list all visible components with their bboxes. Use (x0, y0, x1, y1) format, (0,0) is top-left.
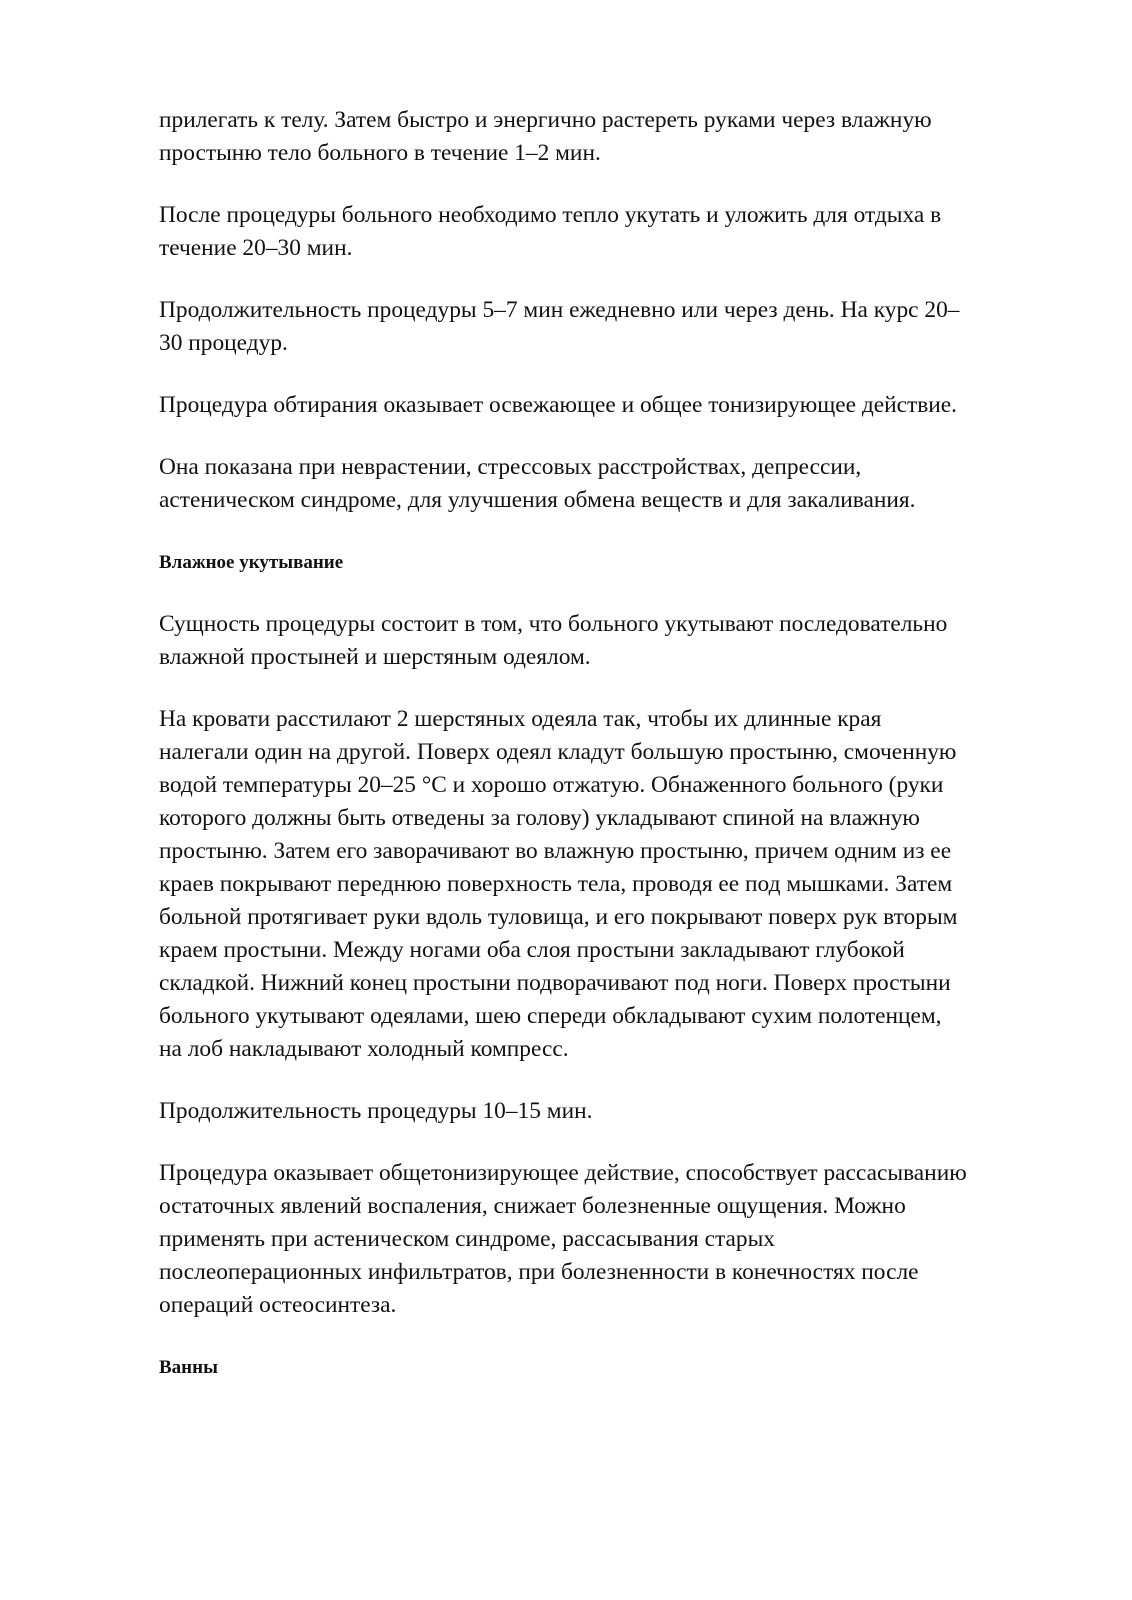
document-body (159, 104, 1039, 1413)
paragraph-line: Сущность процедуры состоит в том, что больного укутывают последовательно (159, 611, 948, 637)
paragraph (159, 104, 1039, 170)
paragraph-line: краем простыни. Между ногами оба слоя простыни закладывают глубокой (159, 937, 905, 963)
paragraph-line: остаточных явлений воспаления, снижает болезненные ощущения. Можно (159, 1193, 906, 1219)
paragraph-line: послеоперационных инфильтратов, при болезненности в конечностях после (159, 1259, 919, 1285)
paragraph-line: налегали один на другой. Поверх одеял кладут большую простыню, смоченную (159, 739, 957, 765)
paragraph-line: прилегать к телу. Затем быстро и энергично растереть руками через влажную (159, 107, 932, 133)
paragraph-line: складкой. Нижний конец простыни подворачивают под ноги. Поверх простыни (159, 970, 951, 996)
paragraph (159, 1157, 1039, 1322)
paragraph-line: больного укутывают одеялами, шею спереди обкладывают сухим полотенцем, (159, 1003, 942, 1029)
paragraph-line: Процедура оказывает общетонизирующее действие, способствует рассасыванию (159, 1160, 967, 1186)
paragraph-line: Она показана при неврастении, стрессовых расстройствах, депрессии, (159, 454, 862, 480)
paragraph-line: которого должны быть отведены за голову) укладывают спиной на влажную (159, 805, 920, 831)
section-heading: Ванны (159, 1357, 218, 1378)
paragraph (159, 608, 1039, 674)
paragraph-line: водой температуры 20–25 °C и хорошо отжатую. Обнаженного больного (руки (159, 772, 944, 798)
section-heading: Влажное укутывание (159, 552, 344, 573)
paragraph (159, 703, 1039, 1066)
paragraph-line: Процедура обтирания оказывает освежающее и общее тонизирующее действие. (159, 392, 958, 418)
paragraph-line: больной протягивает руки вдоль туловища, и его покрывают поверх рук вторым (159, 904, 958, 930)
paragraph-line: На кровати расстилают 2 шерстяных одеяла так, чтобы их длинные края (159, 706, 882, 732)
paragraph-line: астеническом синдроме, для улучшения обмена веществ и для закаливания. (159, 487, 916, 513)
paragraph-line: влажной простыней и шерстяным одеялом. (159, 644, 591, 670)
paragraph (159, 451, 1039, 517)
paragraph-line: После процедуры больного необходимо тепло укутать и уложить для отдыха в (159, 202, 942, 228)
paragraph-line: простыню. Затем его заворачивают во влажную простыню, причем одним из ее (159, 838, 952, 864)
paragraph (159, 199, 1039, 265)
paragraph-line: применять при астеническом синдроме, рассасывания старых (159, 1226, 775, 1252)
paragraph-line: на лоб накладывают холодный компресс. (159, 1036, 569, 1062)
paragraph (159, 389, 1039, 422)
paragraph-line: Продолжительность процедуры 10–15 мин. (159, 1098, 593, 1124)
paragraph-line: простыню тело больного в течение 1–2 мин. (159, 140, 601, 166)
paragraph-line: Продолжительность процедуры 5–7 мин ежедневно или через день. На курс 20– (159, 297, 960, 323)
paragraph (159, 294, 1039, 360)
paragraph (159, 1095, 1039, 1128)
paragraph-line: краев покрывают переднюю поверхность тела, проводя ее под мышками. Затем (159, 871, 953, 897)
paragraph-line: 30 процедур. (159, 330, 288, 356)
paragraph-line: течение 20–30 мин. (159, 235, 353, 261)
paragraph-line: операций остеосинтеза. (159, 1292, 397, 1318)
